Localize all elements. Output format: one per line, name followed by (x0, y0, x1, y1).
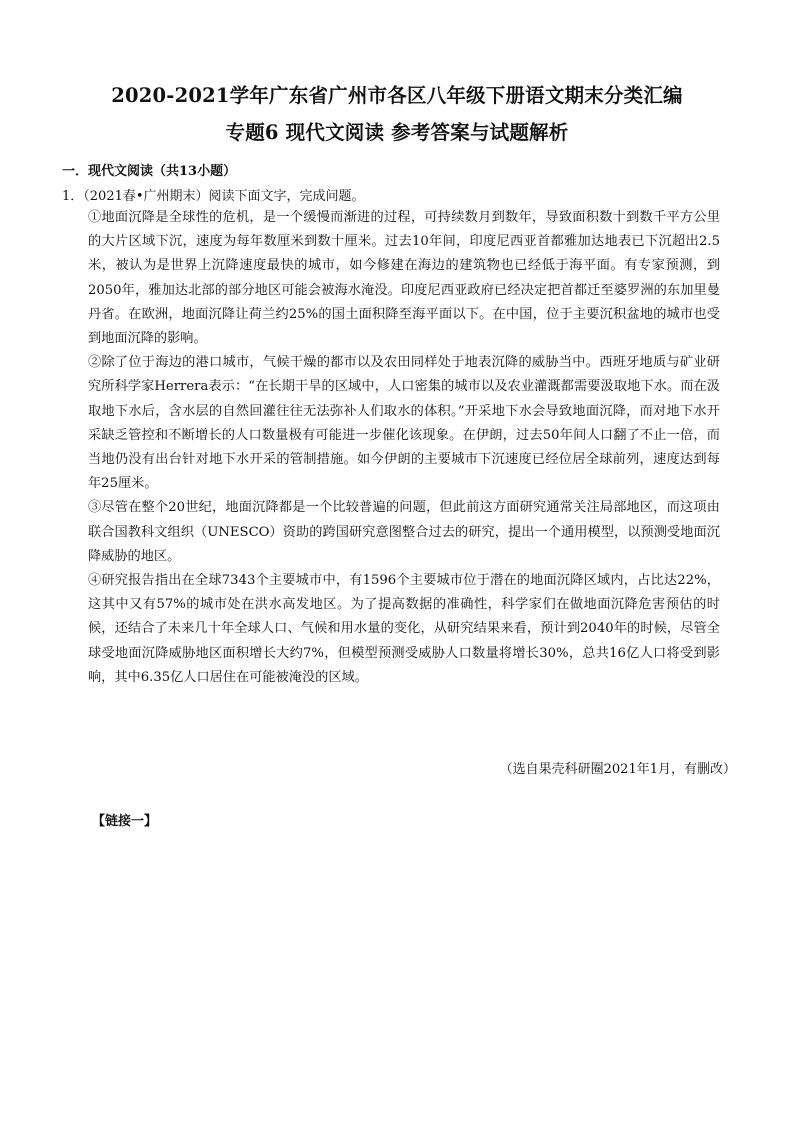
document-title: 2020-2021学年广东省广州市各区八年级下册语文期末分类汇编 (111, 84, 683, 107)
question-lead: 1．（2021春•广州期末）阅读下面文字，完成问题。 (62, 189, 365, 204)
passage-paragraph-4: ④研究报告指出在全球7343个主要城市中，有1596个主要城市位于潜在的地面沉降区域内，占比达22%，这其中又有57%的城市处在洪水高发地区。为了提高数据的准确性，科学家们在做地面沉降危害预估的时候，还结合了未来几十年全球人口、气候和用水量的变化，从研究结果来看，预计到2040年的时候，尽管全球受地面沉降威胁地区面积增长大约7%，但模型预测受威胁人口数量将增长30%，总共16亿人口将受到影响，其中6.35亿人口居住在可能被淹没的区域。 (88, 573, 720, 685)
document-subtitle: 专题6 现代文阅读 参考答案与试题解析 (225, 121, 569, 144)
passage-paragraph-3: ③尽管在整个20世纪，地面沉降都是一个比较普遍的问题，但此前这方面研究通常关注局部地区，而这项由联合国教科文组织（UNESCO）资助的跨国研究意图整合过去的研究，提出一个通用模型，以预测受地面沉降威胁的地区。 (88, 500, 720, 564)
reading-passage (88, 206, 720, 690)
passage-paragraph-1: ①地面沉降是全球性的危机，是一个缓慢而渐进的过程，可持续数月到数年，导致面积数十到数千平方公里的大片区域下沉，速度为每年数厘米到数十厘米。过去10年间，印度尼西亚首都雅加达地表已下沉超出2.5米，被认为是世界上沉降速度最快的城市，如今修建在海边的建筑物也已经低于海平面。有专家预测，到2050年，雅加达北部的部分地区可能会被海水淹没。印度尼西亚政府已经决定把首都迁至婆罗洲的东加里曼丹省。在欧洲，地面沉降让荷兰约25%的国土面积降至海平面以下。在中国，位于主要沉积盆地的城市也受到地面沉降的影响。 (88, 210, 720, 347)
section-heading: 一．现代文阅读（共13小题） (62, 164, 237, 179)
passage-source: （选自果壳科研圈2021年1月，有删改） (499, 762, 736, 777)
link-label: 【链接一】 (92, 814, 158, 829)
passage-paragraph-2: ②除了位于海边的港口城市，气候干燥的都市以及农田同样处于地表沉降的威胁当中。西班牙地质与矿业研究所科学家Herrera表示：“在长期干旱的区域中，人口密集的城市以及农业灌溉都需要汲取地下水。而在汲取地下水后，含水层的自然回灌往往无法弥补人们取水的体积。”开采地下水会导致地面沉降，而对地下水开采缺乏管控和不断增长的人口数量极有可能进一步催化该现象。在伊朗，过去50年间人口翻了不止一倍，而当地仍没有出台针对地下水开采的管制措施。如今伊朗的主要城市下沉速度已经位居全球前列，速度达到每年25厘米。 (88, 355, 720, 492)
